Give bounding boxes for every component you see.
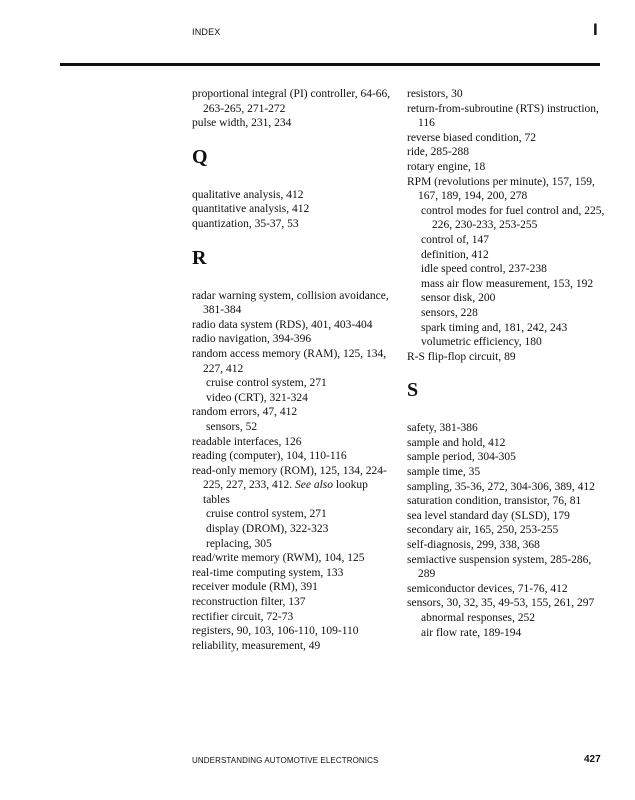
running-footer-title: UNDERSTANDING AUTOMOTIVE ELECTRONICS (192, 756, 379, 765)
index-entry: ride, 285-288 (407, 146, 469, 159)
running-header-letter: I (593, 20, 598, 39)
index-subentry: idle speed control, 237-238 (421, 263, 547, 276)
index-entry: qualitative analysis, 412 (192, 188, 304, 201)
index-entry: real-time computing system, 133 (192, 566, 344, 579)
index-entry: sampling, 35-36, 272, 304-306, 389, 412 (407, 480, 595, 493)
index-entry: saturation condition, transistor, 76, 81 (407, 495, 582, 508)
index-entry: return-from-subroutine (RTS) instruction, 116 (407, 102, 599, 130)
right-column (407, 87, 607, 640)
index-entry: reading (computer), 104, 110-116 (192, 450, 347, 463)
header-rule (60, 63, 600, 66)
index-subentry: sensors, 228 (421, 306, 478, 319)
index-entry: reconstruction filter, 137 (192, 596, 306, 609)
index-entry: sample and hold, 412 (407, 436, 506, 449)
index-subentry: abnormal responses, 252 (421, 612, 536, 624)
index-entry-rpm: RPM (revolutions per minute), 157, 159, 167, 189, 194, 200, 278 (407, 175, 595, 203)
index-subentry: display (DROM), 322-323 (206, 523, 329, 536)
index-subentry: air flow rate, 189-194 (421, 626, 522, 639)
index-entry: sample time, 35 (407, 466, 481, 479)
index-entry: sample period, 304-305 (407, 451, 516, 464)
index-subentry: volumetric efficiency, 180 (421, 336, 542, 349)
index-subentry: replacing, 305 (206, 537, 272, 550)
running-header-title: INDEX (192, 27, 221, 37)
index-entry: readable interfaces, 126 (192, 435, 302, 448)
index-entry-text: read-only memory (ROM), 125, 134, 224-225, 227, 233, 412. (192, 464, 387, 492)
index-entry: sea level standard day (SLSD), 179 (407, 509, 570, 522)
left-column (192, 87, 392, 653)
index-entry: reliability, measurement, 49 (192, 639, 321, 652)
index-entry: rotary engine, 18 (407, 160, 486, 173)
index-subentry: cruise control system, 271 (206, 377, 327, 390)
index-entry: random access memory (RAM), 125, 134, 227, 412 (192, 347, 387, 375)
index-subentry: spark timing and, 181, 242, 243 (421, 321, 568, 334)
section-heading-q: Q (192, 145, 208, 168)
index-entry: read/write memory (RWM), 104, 125 (192, 552, 365, 565)
index-entry-pi-controller: proportional integral (PI) controller, 64-66, 263-265, 271-272 (192, 88, 391, 115)
index-entry: radar warning system, collision avoidance, 381-384 (192, 289, 389, 317)
page-number: 427 (584, 754, 601, 765)
index-entry: secondary air, 165, 250, 253-255 (407, 524, 559, 537)
section-heading-s: S (407, 379, 419, 402)
index-subentry: sensors, 52 (206, 420, 258, 433)
index-entry: semiconductor devices, 71-76, 412 (407, 582, 568, 595)
index-entry-rom (192, 464, 392, 508)
index-entry-pulse-width: pulse width, 231, 234 (192, 117, 292, 130)
see-also-target: lookup tables (203, 479, 368, 506)
index-subentry: definition, 412 (421, 248, 489, 261)
index-entry: R-S flip-flop circuit, 89 (407, 350, 516, 363)
index-entry: registers, 90, 103, 106-110, 109-110 (192, 625, 359, 638)
index-entry: rectifier circuit, 72-73 (192, 610, 294, 623)
index-entry: quantitative analysis, 412 (192, 203, 310, 216)
index-entry: radio data system (RDS), 401, 403-404 (192, 318, 373, 331)
index-subentry: control modes for fuel control and, 225, 226, 230-233, 253-255 (421, 204, 605, 232)
index-entry: resistors, 30 (407, 88, 463, 100)
index-subentry: mass air flow measurement, 153, 192 (421, 277, 594, 290)
section-heading-r: R (192, 246, 207, 269)
index-entry: sensors, 30, 32, 35, 49-53, 155, 261, 297 (407, 597, 595, 610)
index-entry: random errors, 47, 412 (192, 406, 298, 419)
index-entry: quantization, 35-37, 53 (192, 217, 299, 230)
index-entry: semiactive suspension system, 285-286, 289 (407, 553, 592, 581)
index-entry: reverse biased condition, 72 (407, 131, 537, 144)
index-subentry: sensor disk, 200 (421, 292, 496, 305)
index-subentry: cruise control system, 271 (206, 508, 327, 521)
index-subentry: control of, 147 (421, 233, 490, 246)
see-also-label: See also (295, 479, 334, 492)
index-entry: self-diagnosis, 299, 338, 368 (407, 539, 540, 552)
index-entry: receiver module (RM), 391 (192, 581, 318, 594)
index-subentry: video (CRT), 321-324 (206, 391, 308, 404)
index-entry: safety, 381-386 (407, 422, 478, 435)
index-entry: radio navigation, 394-396 (192, 333, 312, 346)
